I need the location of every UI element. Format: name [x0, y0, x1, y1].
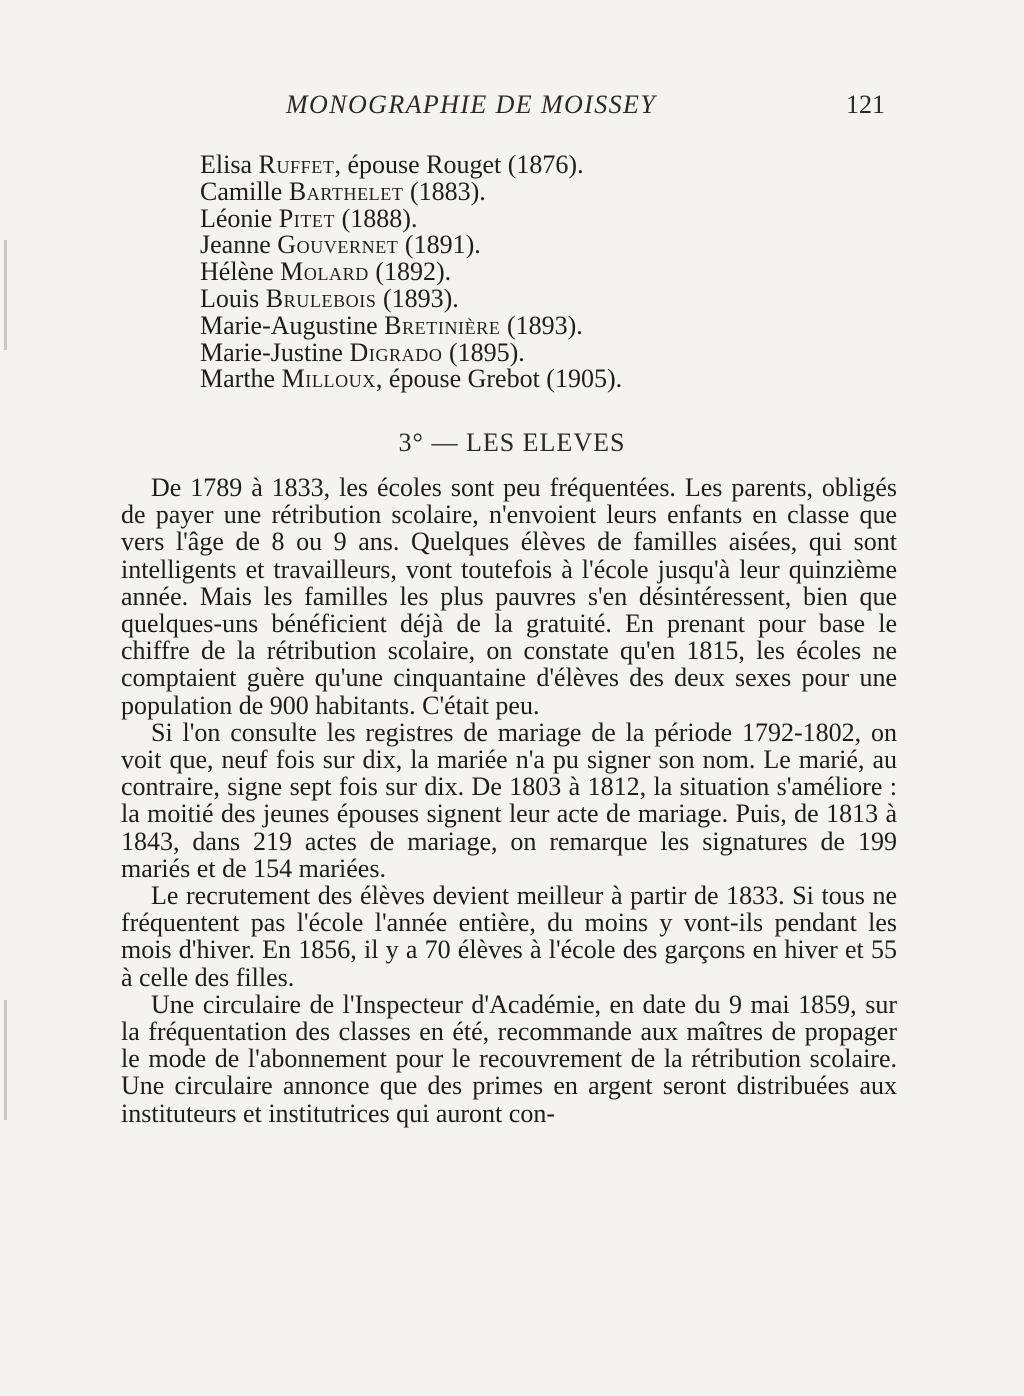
entry-detail: (1893). — [376, 283, 459, 313]
entry-detail: , épouse Rouget (1876). — [334, 150, 584, 179]
entry-detail: , épouse Grebot (1905). — [375, 364, 623, 394]
paragraph: Si l'on consulte les registres de mariage de la période 1792-1802, on voit que, neuf fois sur dix, la mariée n'a pu signer son nom. Le marié, au contraire, signe sept fois sur dix. De 1803 à 1812, la situation s'améliore : la moitié des jeunes épouses signent leur acte de mariage. Puis, de 1813 à 1843, dans 219 actes de mariage, on remarque les signatures de 199 mariés et de 154 mariées. — [121, 717, 897, 883]
surname: Pitet — [278, 203, 336, 233]
surname: Digrado — [349, 337, 443, 367]
running-header — [0, 90, 1024, 126]
page-number: 121 — [846, 90, 885, 119]
first-name: Marie-Augustine — [200, 310, 385, 340]
list-item — [200, 283, 840, 313]
page-edge-mark — [4, 1000, 7, 1120]
first-name: Elisa — [200, 150, 259, 179]
first-name: Léonie — [200, 203, 279, 233]
surname: Brulebois — [265, 283, 377, 313]
surname: Molard — [280, 257, 369, 287]
list-item — [200, 337, 840, 367]
running-title: MONOGRAPHIE DE MOISSEY — [286, 90, 657, 119]
list-item — [200, 203, 840, 233]
list-item — [200, 310, 840, 340]
list-item — [200, 232, 840, 259]
first-name: Jeanne — [200, 230, 278, 260]
list-item — [200, 259, 840, 286]
surname: Bretinière — [384, 310, 501, 340]
entry-detail: (1893). — [500, 310, 583, 340]
paragraph: De 1789 à 1833, les écoles sont peu fréquentées. Les parents, obligés de payer une rétribution scolaire, n'envoient leurs enfants en classe que vers l'âge de 8 ou 9 ans. Quelques élèves de familles aisées, qui sont intelligents et travailleurs, vont toutefois à l'école jusqu'à leur quinzième année. Mais les familles les plus pauvres s'en désintéressent, bien que quelques-uns bénéficient déjà de la gratuité. En prenant pour base le chiffre de la rétribution scolaire, on constate qu'en 1815, les écoles ne comptaient guère qu'une cinquantaine d'élèves des deux sexes pour une population de 900 habitants. C'était peu. — [121, 473, 897, 720]
list-item — [200, 366, 840, 393]
teacher-list — [200, 152, 840, 393]
surname: Ruffet — [258, 150, 335, 179]
surname: Milloux — [281, 364, 376, 394]
paragraph: Une circulaire de l'Inspecteur d'Académie, en date du 9 mai 1859, sur la fréquentation des classes en été, recommande aux maîtres de propager le mode de l'abonnement pour le recouvrement de la rétribution scolaire. Une circulaire annonce que des primes en argent seront distribuées aux instituteurs et institutrices qui auront con- — [121, 989, 897, 1128]
entry-detail: (1895). — [442, 337, 525, 367]
entry-detail: (1888). — [335, 203, 418, 233]
entry-detail: (1883). — [403, 176, 486, 206]
first-name: Camille — [200, 176, 289, 206]
body-text — [121, 474, 897, 1127]
page-edge-mark — [4, 240, 7, 350]
section-heading: 3° — LES ELEVES — [398, 428, 626, 457]
list-item — [200, 152, 840, 179]
first-name: Marthe — [200, 364, 282, 394]
list-item — [200, 176, 840, 206]
entry-detail: (1891). — [398, 230, 481, 260]
first-name: Louis — [200, 283, 266, 313]
entry-detail: (1892). — [368, 257, 452, 287]
surname: Barthelet — [288, 176, 404, 206]
surname: Gouvernet — [277, 230, 399, 260]
first-name: Marie-Justine — [200, 337, 350, 367]
first-name: Hélène — [200, 257, 281, 287]
paragraph: Le recrutement des élèves devient meilleur à partir de 1833. Si tous ne fréquentent pas l'école l'année entière, du moins y vont-ils pendant les mois d'hiver. En 1856, il y a 70 élèves à l'école des garçons en hiver et 55 à celle des filles. — [121, 881, 897, 992]
